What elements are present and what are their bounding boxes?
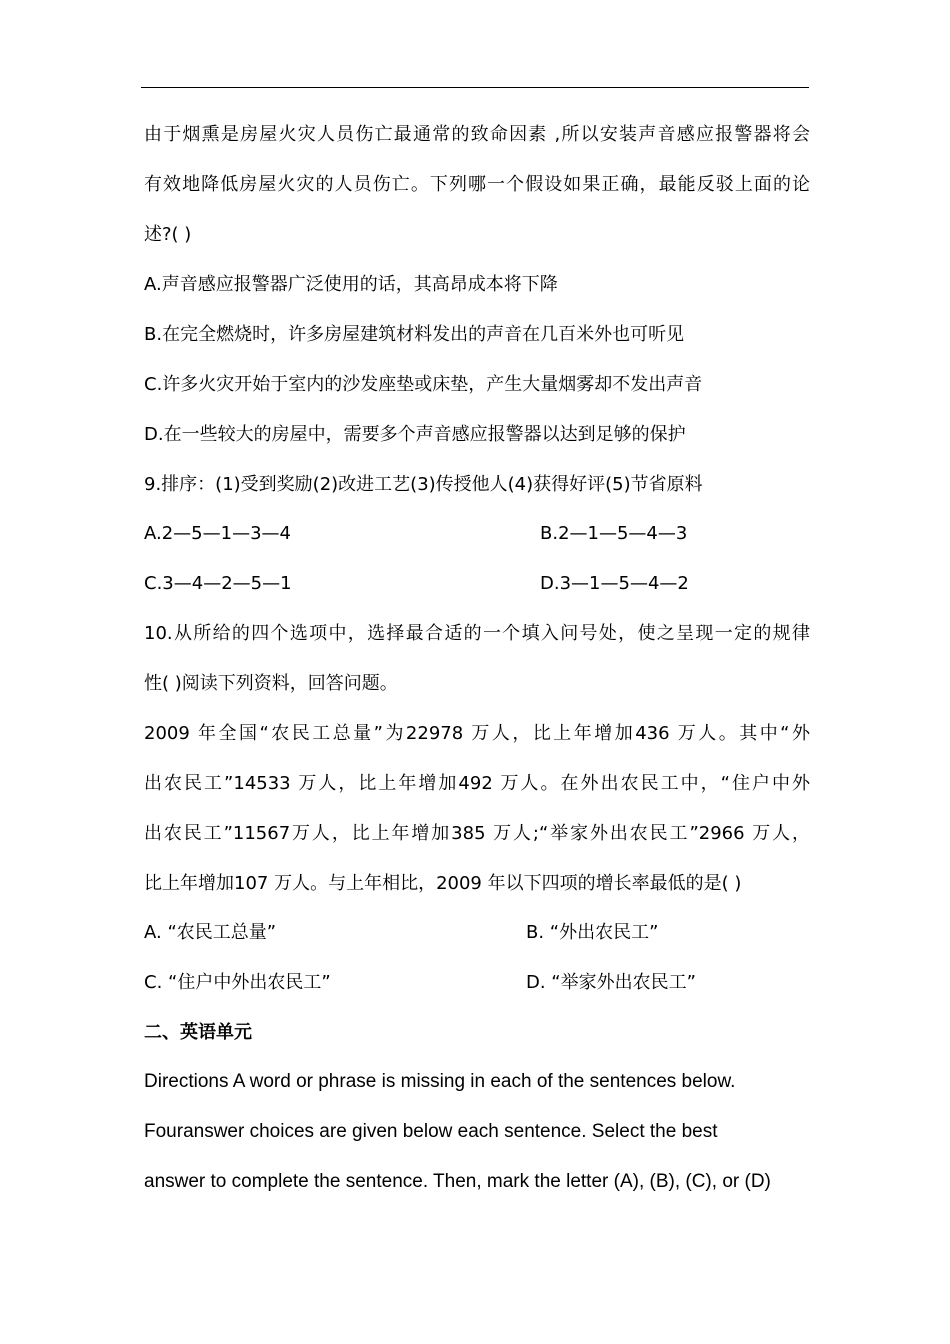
q8-stem-line-3: 述?( ) bbox=[144, 224, 192, 245]
directions-line-2: Fouranswer choices are given below each sentence. Select the best bbox=[144, 1121, 718, 1142]
q8-stem-line-1: 由于烟熏是房屋火灾人员伤亡最通常的致命因素 ,所以安装声音感应报警器将会 bbox=[144, 124, 810, 145]
q10-passage-line-2: 出农民工”14533 万人，比上年增加492 万人。在外出农民工中，“住户中外 bbox=[144, 773, 810, 794]
q10-option-a: A. “农民工总量” bbox=[144, 922, 277, 943]
q9-option-d: D.3—1—5—4—2 bbox=[540, 573, 689, 594]
q8-option-a: A.声音感应报警器广泛使用的话，其高昂成本将下降 bbox=[144, 274, 558, 295]
header-rule bbox=[141, 87, 809, 88]
q9-stem: 9.排序：(1)受到奖励(2)改进工艺(3)传授他人(4)获得好评(5)节省原料 bbox=[144, 474, 703, 495]
q8-option-d: D.在一些较大的房屋中，需要多个声音感应报警器以达到足够的保护 bbox=[144, 424, 686, 445]
q10-option-c: C. “住户中外出农民工” bbox=[144, 972, 331, 993]
q10-stem-line-1: 10.从所给的四个选项中，选择最合适的一个填入问号处，使之呈现一定的规律 bbox=[144, 623, 810, 644]
directions-line-1: Directions A word or phrase is missing in each of the sentences below. bbox=[144, 1071, 736, 1092]
q8-option-b: B.在完全燃烧时，许多房屋建筑材料发出的声音在几百米外也可听见 bbox=[144, 324, 685, 345]
q8-stem-line-2: 有效地降低房屋火灾的人员伤亡。下列哪一个假设如果正确，最能反驳上面的论 bbox=[144, 174, 810, 195]
q10-option-d: D. “举家外出农民工” bbox=[526, 972, 696, 993]
q9-option-b: B.2—1—5—4—3 bbox=[540, 523, 688, 544]
q10-option-b: B. “外出农民工” bbox=[526, 922, 659, 943]
q9-option-a: A.2—5—1—3—4 bbox=[144, 523, 291, 544]
q10-passage-line-3: 出农民工”11567万人，比上年增加385 万人;“举家外出农民工”2966 万人， bbox=[144, 823, 810, 844]
q8-option-c: C.许多火灾开始于室内的沙发座垫或床垫，产生大量烟雾却不发出声音 bbox=[144, 374, 703, 395]
q10-passage-line-1: 2009 年全国“农民工总量”为22978 万人，比上年增加436 万人。其中“外 bbox=[144, 723, 810, 744]
q10-stem-line-2: 性( )阅读下列资料，回答问题。 bbox=[144, 673, 398, 694]
q10-passage-line-4: 比上年增加107 万人。与上年相比，2009 年以下四项的增长率最低的是( ) bbox=[144, 873, 742, 894]
directions-line-3: answer to complete the sentence. Then, mark the letter (A), (B), (C), or (D) bbox=[144, 1171, 771, 1192]
section-heading: 二、英语单元 bbox=[144, 1022, 252, 1043]
q9-option-c: C.3—4—2—5—1 bbox=[144, 573, 292, 594]
